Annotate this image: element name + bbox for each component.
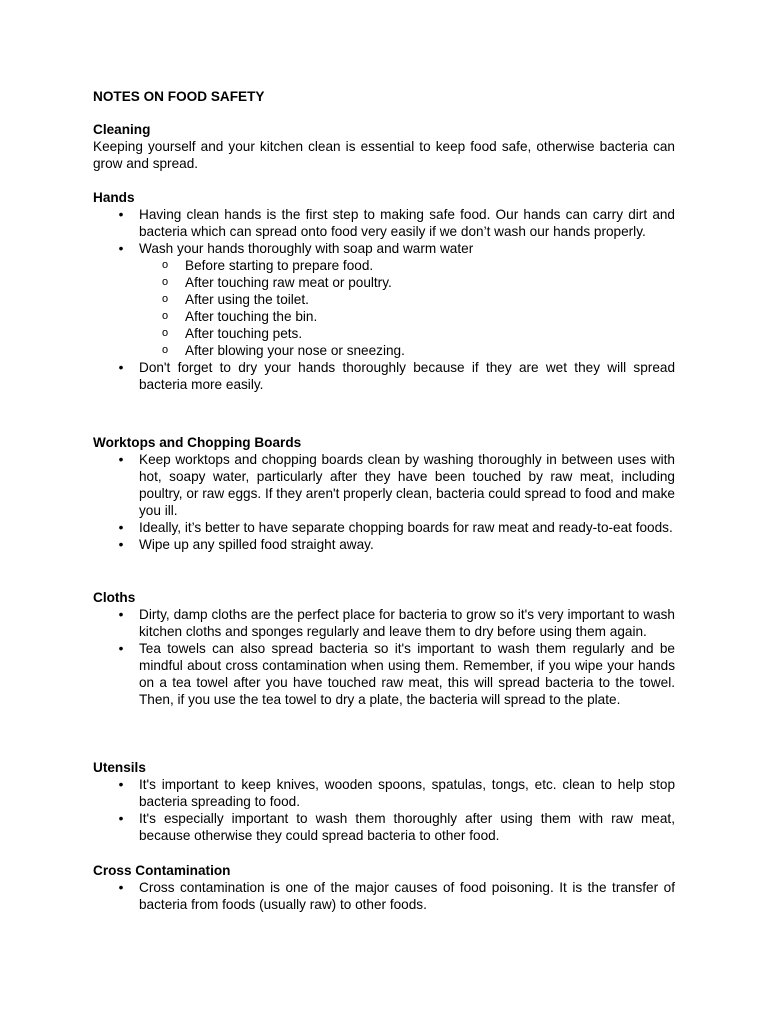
- sub-list-item: [139, 325, 675, 342]
- sub-list-item-text: After blowing your nose or sneezing.: [185, 343, 405, 358]
- list-item-text: Keep worktops and chopping boards clean by washing thoroughly in between uses with hot, soapy water, particularly after they have been touched by raw meat, including poultry, or raw eggs. If they aren't properly clean, bacteria could spread to food and make you ill.: [139, 452, 675, 518]
- circle-bullet-icon: o: [162, 327, 169, 339]
- list-item-text: It's especially important to wash them thoroughly after using them with raw meat, because otherwise they could spread bacteria to other food.: [139, 811, 675, 843]
- list-item-text: Wash your hands thoroughly with soap and warm water: [139, 241, 474, 256]
- section-cloths: [93, 589, 675, 708]
- section-heading-utensils: Utensils: [93, 760, 146, 775]
- list-item: [93, 810, 675, 844]
- section-heading-hands: Hands: [93, 190, 135, 205]
- sub-list-item: [139, 291, 675, 308]
- circle-bullet-icon: o: [162, 293, 169, 305]
- sub-list-item-text: After touching pets.: [185, 326, 303, 341]
- circle-bullet-icon: o: [162, 344, 169, 356]
- list-item: [93, 206, 675, 240]
- bullet-icon: •: [118, 360, 124, 375]
- bullet-icon: •: [118, 811, 124, 826]
- list-item: [93, 776, 675, 810]
- circle-bullet-icon: o: [162, 276, 169, 288]
- list-item-text: Ideally, it’s better to have separate chopping boards for raw meat and ready-to-eat foods.: [139, 520, 673, 535]
- utensils-list: [93, 776, 675, 844]
- sub-list-item-text: After touching the bin.: [185, 309, 318, 324]
- bullet-icon: •: [118, 520, 124, 535]
- sub-list-item-text: After touching raw meat or poultry.: [185, 275, 392, 290]
- bullet-icon: •: [118, 777, 124, 792]
- list-item: [93, 359, 675, 393]
- section-utensils: [93, 759, 675, 844]
- bullet-icon: •: [118, 241, 124, 256]
- list-item-text: Don't forget to dry your hands thoroughly because if they are wet they will spread bacteria more easily.: [139, 360, 675, 392]
- circle-bullet-icon: o: [162, 259, 169, 271]
- bullet-icon: •: [118, 641, 124, 656]
- sub-list-item-text: Before starting to prepare food.: [185, 258, 374, 273]
- sub-list-item: [139, 342, 675, 359]
- section-hands: [93, 189, 675, 393]
- list-item: [93, 879, 675, 913]
- sub-list-item-text: After using the toilet.: [185, 292, 309, 307]
- bullet-icon: •: [118, 607, 124, 622]
- worktops-list: [93, 451, 675, 553]
- list-item-text: Wipe up any spilled food straight away.: [139, 537, 374, 552]
- bullet-icon: •: [118, 880, 124, 895]
- section-cleaning: [93, 121, 675, 172]
- list-item-text: Tea towels can also spread bacteria so it's important to wash them regularly and be mindful about cross contamination when using them. Remember, if you wipe your hands on a tea towel after you have touched raw meat, this will spread bacteria to the towel. Then, if you use the tea towel to dry a plate, the bacteria will spread to the plate.: [139, 641, 675, 707]
- list-item-text: Cross contamination is one of the major causes of food poisoning. It is the transfer of bacteria from foods (usually raw) to other foods.: [139, 880, 675, 912]
- section-heading-cross-contamination: Cross Contamination: [93, 863, 231, 878]
- list-item: [93, 640, 675, 708]
- section-worktops: [93, 434, 675, 553]
- bullet-icon: •: [118, 537, 124, 552]
- document-title: NOTES ON FOOD SAFETY: [93, 89, 265, 104]
- list-item-text: It's important to keep knives, wooden spoons, spatulas, tongs, etc. clean to help stop bacteria spreading to food.: [139, 777, 675, 809]
- list-item-text: Having clean hands is the first step to making safe food. Our hands can carry dirt and bacteria which can spread onto food very easily if we don’t wash our hands properly.: [139, 207, 675, 239]
- cloths-list: [93, 606, 675, 708]
- section-cross-contamination: [93, 862, 675, 913]
- hands-list: [93, 206, 675, 393]
- circle-bullet-icon: o: [162, 310, 169, 322]
- bullet-icon: •: [118, 452, 124, 467]
- list-item: [93, 519, 675, 536]
- list-item: [93, 240, 675, 359]
- hands-sublist: [139, 257, 675, 359]
- cross-contamination-list: [93, 879, 675, 913]
- bullet-icon: •: [118, 207, 124, 222]
- cleaning-paragraph: Keeping yourself and your kitchen clean is essential to keep food safe, otherwise bacteria can grow and spread.: [93, 139, 675, 171]
- list-item: [93, 536, 675, 553]
- section-heading-cloths: Cloths: [93, 590, 136, 605]
- list-item-text: Dirty, damp cloths are the perfect place for bacteria to grow so it's very important to wash kitchen cloths and sponges regularly and leave them to dry before using them again.: [139, 607, 675, 639]
- list-item: [93, 606, 675, 640]
- sub-list-item: [139, 274, 675, 291]
- list-item: [93, 451, 675, 519]
- sub-list-item: [139, 257, 675, 274]
- section-heading-worktops: Worktops and Chopping Boards: [93, 435, 302, 450]
- section-heading-cleaning: Cleaning: [93, 122, 151, 137]
- sub-list-item: [139, 308, 675, 325]
